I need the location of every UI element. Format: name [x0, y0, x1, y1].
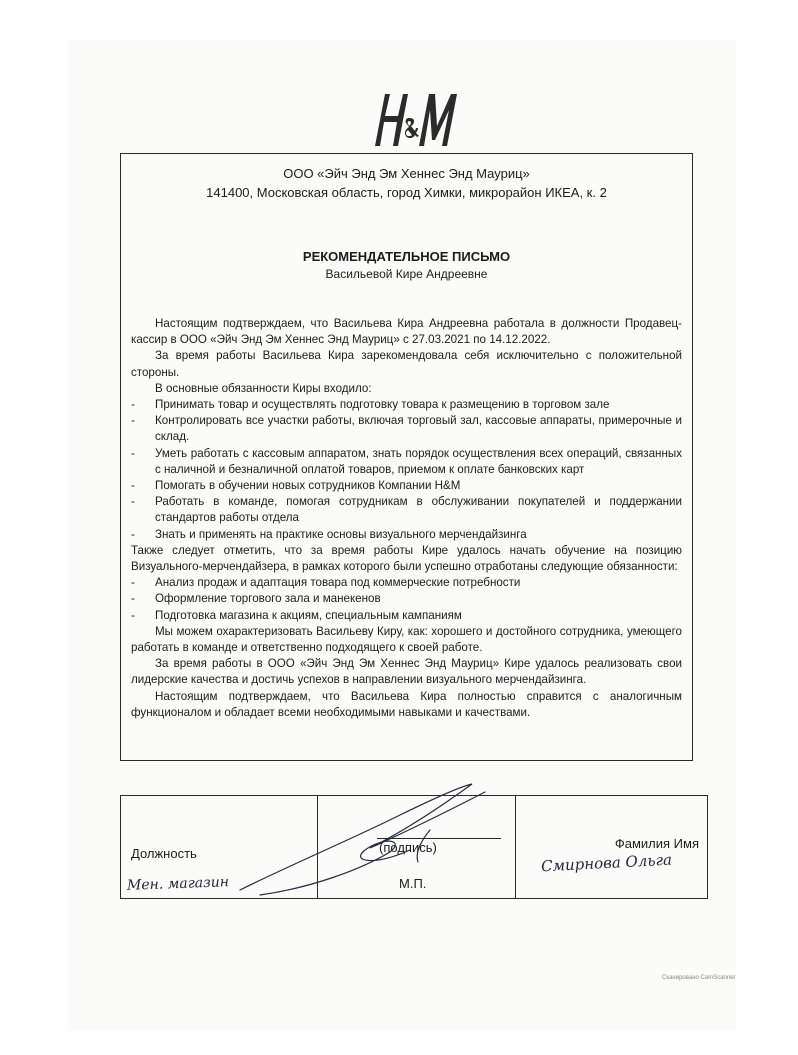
paragraph-conclusion: Настоящим подтверждаем, что Васильева Кира полностью справится с аналогичным функционалом и обладает всеми необходимыми навыками и качествами. [131, 689, 682, 719]
list-item: - Подготовка магазина к акциям, специальным кампаниям [131, 608, 462, 622]
signature-cell [317, 796, 516, 898]
company-name: ООО «Эйч Энд Эм Хеннес Энд Мауриц» [283, 166, 530, 181]
scanner-watermark: Сканировано CamScanner [662, 975, 736, 981]
position-handwritten: Мен. магазин [126, 874, 230, 894]
list-item: - Принимать товар и осуществлять подготовку товара к размещению в торговом зале [131, 398, 610, 412]
stamp-label: М.П. [399, 876, 427, 891]
name-label: Фамилия Имя [614, 836, 699, 851]
paragraph-employment: Настоящим подтверждаем, что Васильева Кира Андреевна работала в должности Продавец-кассир в ООО «Эйч Энд Эм Хеннес Энд Мауриц» с 27.03.2021 по 14.12.2022. [131, 317, 682, 347]
list-item: - Знать и применять на практике основы визуального мерчендайзинга [131, 527, 527, 541]
list-item: - Оформление торгового зала и манекенов [131, 592, 381, 606]
list-item: - Помогать в обучении новых сотрудников Компании H&M [131, 479, 461, 493]
company-address: 141400, Московская область, город Химки, микрорайон ИКЕА, к. 2 [206, 185, 607, 200]
letter-frame [120, 153, 693, 761]
letter-body [131, 316, 682, 721]
list-item: - Анализ продаж и адаптация товара под коммерческие потребности [131, 576, 521, 590]
position-cell [121, 796, 318, 898]
signature-line [377, 838, 501, 839]
letter-title: РЕКОМЕНДАТЕЛЬНОЕ ПИСЬМО [302, 249, 511, 264]
paragraph-training: Также следует отметить, что за время работы Кире удалось начать обучение на позицию Визуального-мерчендайзера, в рамках которого были успешно отработаны следующие обязанности: [131, 543, 682, 574]
signature-label: (подпись) [379, 840, 437, 855]
list-item: - Уметь работать с кассовым аппаратом, знать порядок осуществления всех операций, связанных с наличной и безналичной оплатой товаров, приемом к оплате банковских карт [131, 446, 682, 476]
hm-logo [365, 88, 465, 150]
position-label: Должность [131, 846, 197, 861]
signature-table [120, 795, 708, 899]
paragraph-duties-intro: В основные обязанности Киры входило: [155, 381, 372, 395]
list-item: - Работать в команде, помогая сотрудникам в обслуживании покупателей и поддержании стандартов работы отдела [131, 495, 682, 525]
list-item: - Контролировать все участки работы, включая торговый зал, кассовые аппараты, примерочные и склад. [131, 414, 682, 444]
letter-addressee: Васильевой Кире Андреевне [325, 267, 488, 281]
paragraph-reputation: За время работы Васильева Кира зарекомендовала себя исключительно с положительной стороны. [131, 349, 682, 379]
name-handwritten: Смирнова Ольга [540, 850, 673, 876]
company-header [121, 164, 692, 202]
paragraph-achievements: За время работы в ООО «Эйч Энд Эм Хеннес Энд Мауриц» Кире удалось реализовать свои лидерские качества и достичь успехов в направлении визуального мерчендайзинга. [131, 657, 682, 687]
paragraph-characteristic: Мы можем охарактеризовать Васильеву Киру, как: хорошего и достойного сотрудника, умеющего работать в команде и ответственно подходящего к своей работе. [131, 624, 682, 655]
name-cell [515, 796, 707, 898]
